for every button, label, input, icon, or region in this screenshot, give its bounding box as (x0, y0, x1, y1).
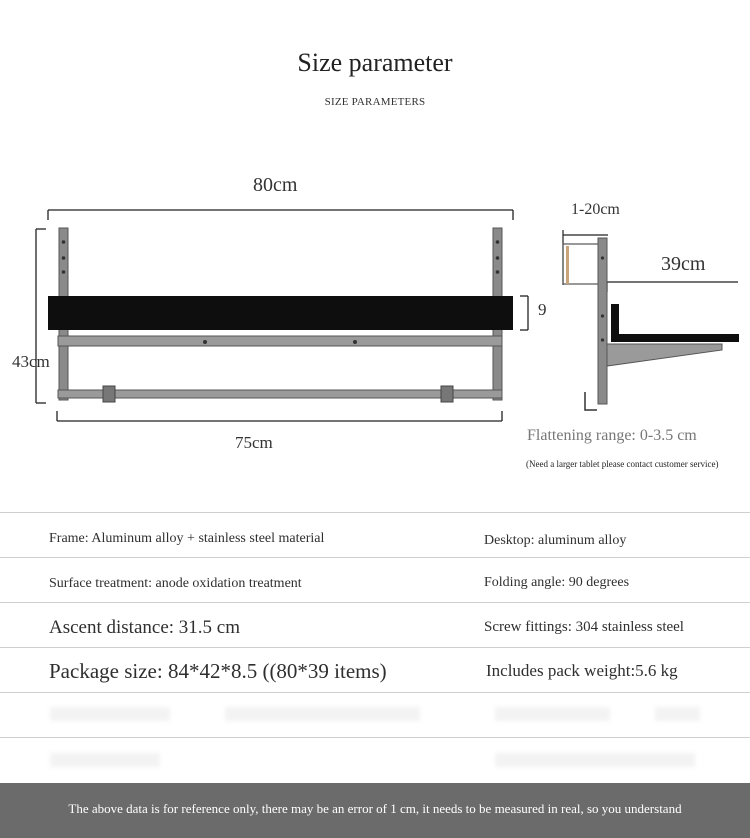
faded-cell (50, 753, 160, 767)
faded-cell (655, 707, 700, 721)
front-view (48, 228, 513, 402)
spec-pack-weight: Includes pack weight:5.6 kg (486, 661, 678, 680)
width-dimension-label: 80cm (253, 174, 298, 196)
depth-dimension-line (607, 282, 738, 292)
spec-desktop: Desktop: aluminum alloy (484, 533, 627, 548)
disclaimer-text: The above data is for reference only, there may be an error of 1 cm, it needs to be measured in real, so you understand (68, 801, 682, 816)
spec-row-faded (0, 692, 750, 738)
spec-package-size: Package size: 84*42*8.5 ((80*39 items) (49, 659, 387, 683)
spec-row-faded (0, 737, 750, 784)
faded-cell (495, 753, 695, 767)
spec-surface-treatment: Surface treatment: anode oxidation treatment (49, 576, 302, 591)
bottom-width-dimension-label: 75cm (235, 433, 273, 452)
spec-screw-fittings: Screw fittings: 304 stainless steel (484, 619, 684, 635)
faded-cell (50, 707, 170, 721)
spec-row (0, 557, 750, 603)
gap-dimension-label: 1-20cm (571, 201, 620, 218)
page-title: Size parameter (297, 48, 453, 77)
spec-row (0, 512, 750, 558)
spec-row (0, 647, 750, 693)
thickness-dimension-line (520, 296, 528, 330)
height-dimension-label: 43cm (12, 352, 50, 371)
flattening-range-note: Flattening range: 0-3.5 cm (527, 427, 697, 444)
width-dimension-line (48, 210, 513, 220)
disclaimer-footer (0, 783, 750, 838)
page-subtitle: SIZE PARAMETERS (324, 96, 426, 108)
thickness-dimension-label: 9 (538, 300, 547, 319)
spec-ascent-distance: Ascent distance: 31.5 cm (49, 617, 241, 638)
faded-cell (225, 707, 420, 721)
spec-row (0, 602, 750, 648)
depth-dimension-label: 39cm (661, 253, 706, 275)
height-dimension-line (36, 229, 46, 403)
bottom-width-dimension-line (57, 411, 502, 421)
faded-cell (495, 707, 610, 721)
spec-folding-angle: Folding angle: 90 degrees (484, 575, 630, 590)
side-view (563, 238, 739, 410)
spec-frame: Frame: Aluminum alloy + stainless steel material (49, 531, 325, 546)
larger-tablet-notice: (Need a larger tablet please contact customer service) (526, 459, 719, 469)
